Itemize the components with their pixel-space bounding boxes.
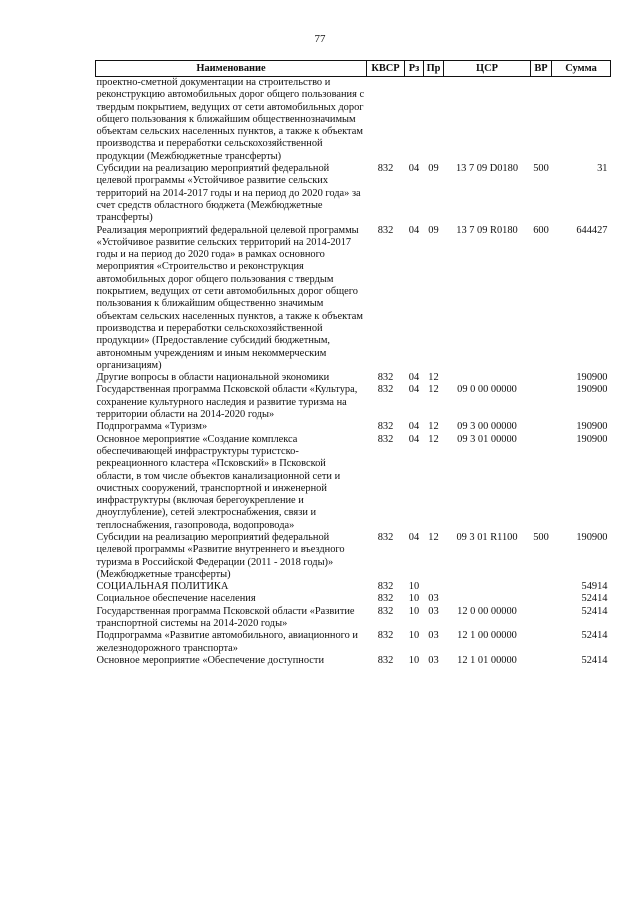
table-body bbox=[96, 77, 611, 668]
table-row bbox=[96, 593, 611, 605]
cell-name: Государственная программа Псковской области «Развитие транспортной системы на 2014-2020 годы» bbox=[96, 605, 355, 630]
cell-csr: 09 0 00 00000 bbox=[457, 384, 517, 396]
cell-rz: 10 bbox=[408, 581, 420, 593]
cell-rz: 10 bbox=[408, 593, 420, 605]
page-number: 77 bbox=[314, 33, 326, 45]
cell-kvsr bbox=[367, 77, 405, 164]
cell-rz: 04 bbox=[408, 372, 420, 384]
cell-name: Основное мероприятие «Создание комплекса обеспечивающей инфраструктуры туристско-рекреационного кластера «Псковский» в Псковской области, в том числе объектов канализационной сети и очистных сооружений, транспортной и инженерной инфраструктуры (включая берегоукрепление и дноуглубление), сетей электроснабжения, связи и теплоснабжения, газопровода, водопровода» bbox=[96, 433, 341, 531]
cell-name: СОЦИАЛЬНАЯ ПОЛИТИКА bbox=[96, 581, 229, 593]
table-row bbox=[96, 655, 611, 667]
cell-vr bbox=[531, 606, 552, 631]
cell-csr: 13 7 09 D0180 bbox=[455, 163, 519, 175]
cell-kvsr: 832 bbox=[377, 630, 394, 642]
table-row bbox=[96, 581, 611, 593]
cell-vr: 500 bbox=[533, 163, 549, 175]
cell-kvsr: 832 bbox=[377, 384, 394, 396]
cell-name: Субсидии на реализацию мероприятий федеральной целевой программы «Развитие внутреннего и въездного туризма в Российской Федерации (2011 - 2018 годы)» (Межбюджетные трансферты) bbox=[96, 531, 345, 580]
cell-vr bbox=[531, 655, 552, 667]
budget-table bbox=[95, 60, 611, 667]
cell-name: проектно-сметной документации на строительство и реконструкцию автомобильных дорог общего пользования с твердым покрытием, ведущих от сети автомобильных дорог общего пользования к ближайшим общественнозначимым объектам сельских населенных пунктов, а также к объектам производства и переработки сельскохозяйственной продукции (Межбюджетные трансферты) bbox=[96, 77, 365, 162]
cell-rz: 04 bbox=[408, 163, 420, 175]
cell-kvsr: 832 bbox=[377, 163, 394, 175]
cell-sum: 190900 bbox=[576, 433, 608, 445]
cell-sum: 54914 bbox=[581, 581, 608, 593]
cell-csr: 13 7 09 R0180 bbox=[456, 224, 518, 236]
header-sum: Сумма bbox=[552, 61, 611, 77]
cell-kvsr: 832 bbox=[377, 433, 394, 445]
cell-pr: 03 bbox=[428, 630, 439, 642]
cell-name: Субсидии на реализацию мероприятий федеральной целевой программы «Устойчивое развитие сельских территорий на 2014-2017 годы и на период до 2020 года» за счет средств областного бюджета (Межбюджетные трансферты) bbox=[96, 163, 361, 224]
cell-kvsr: 832 bbox=[377, 581, 394, 593]
cell-rz: 04 bbox=[408, 224, 420, 236]
cell-sum: 190900 bbox=[576, 384, 608, 396]
cell-csr: 12 1 01 00000 bbox=[457, 654, 517, 666]
cell-rz: 04 bbox=[408, 433, 420, 445]
table-row bbox=[96, 630, 611, 655]
cell-name: Государственная программа Псковской области «Культура, сохранение культурного наследия и развитие туризма на территории области на 2014-2020 годы» bbox=[96, 384, 358, 421]
cell-kvsr: 832 bbox=[377, 654, 394, 666]
cell-kvsr: 832 bbox=[377, 593, 394, 605]
cell-vr bbox=[531, 372, 552, 384]
cell-csr: 12 0 00 00000 bbox=[457, 605, 517, 617]
cell-rz: 04 bbox=[408, 421, 420, 433]
cell-csr bbox=[444, 77, 531, 164]
cell-pr: 03 bbox=[428, 605, 439, 617]
cell-csr bbox=[444, 581, 531, 593]
cell-pr bbox=[424, 581, 444, 593]
header-name: Наименование bbox=[96, 61, 367, 77]
cell-sum: 190900 bbox=[576, 372, 608, 384]
cell-vr bbox=[531, 593, 552, 605]
cell-sum: 190900 bbox=[576, 531, 608, 543]
header-pr: Пр bbox=[424, 61, 444, 77]
cell-csr: 09 3 00 00000 bbox=[457, 421, 517, 433]
header-kvsr: КВСР bbox=[367, 61, 405, 77]
table-row bbox=[96, 421, 611, 433]
table-row bbox=[96, 225, 611, 373]
cell-name: Основное мероприятие «Обеспечение доступности bbox=[96, 654, 325, 666]
header-vr: ВР bbox=[531, 61, 552, 77]
cell-vr bbox=[531, 434, 552, 532]
cell-rz bbox=[405, 77, 424, 164]
cell-rz: 10 bbox=[408, 630, 420, 642]
cell-name: Социальное обеспечение населения bbox=[96, 593, 256, 605]
cell-kvsr: 832 bbox=[377, 372, 394, 384]
cell-pr: 09 bbox=[428, 224, 439, 236]
cell-rz: 04 bbox=[408, 531, 420, 543]
cell-name: Подпрограмма «Развитие автомобильного, авиационного и железнодорожного транспорта» bbox=[96, 630, 358, 654]
cell-sum: 52414 bbox=[581, 605, 608, 617]
cell-csr: 12 1 00 00000 bbox=[457, 630, 517, 642]
cell-vr bbox=[531, 421, 552, 433]
cell-pr: 09 bbox=[428, 163, 439, 175]
cell-pr: 03 bbox=[428, 654, 439, 666]
cell-name: Подпрограмма «Туризм» bbox=[96, 421, 208, 433]
cell-pr: 12 bbox=[428, 433, 439, 445]
cell-csr bbox=[444, 372, 531, 384]
cell-sum: 190900 bbox=[576, 421, 608, 433]
cell-csr: 09 3 01 00000 bbox=[457, 433, 517, 445]
cell-rz: 10 bbox=[408, 654, 420, 666]
cell-kvsr: 832 bbox=[377, 531, 394, 543]
cell-name: Реализация мероприятий федеральной целевой программы «Устойчивое развитие сельских территорий на 2014-2017 годы и на период до 2020 года» в рамках основного мероприятия «Строительство и реконструкция автомобильных дорог общего пользования с твердым покрытием, ведущих от сети автомобильных дорог общего пользования к ближайшим общественно значимым объектам сельских населенных пунктов, а также к объектам производства и переработки сельскохозяйственной продукции» (Предоставление субсидий бюджетным, автономным учреждениям и иным некоммерческим организациям) bbox=[96, 224, 363, 371]
cell-vr bbox=[531, 630, 552, 655]
cell-sum: 52414 bbox=[581, 654, 608, 666]
cell-vr bbox=[531, 384, 552, 421]
cell-rz: 04 bbox=[408, 384, 420, 396]
cell-csr bbox=[444, 593, 531, 605]
cell-sum: 31 bbox=[597, 163, 608, 175]
cell-kvsr: 832 bbox=[377, 605, 394, 617]
cell-kvsr: 832 bbox=[377, 224, 394, 236]
cell-vr: 500 bbox=[533, 531, 549, 543]
cell-pr: 12 bbox=[428, 421, 439, 433]
table-header-row bbox=[96, 61, 611, 77]
cell-csr: 09 3 01 R1100 bbox=[456, 531, 518, 543]
table-row bbox=[96, 606, 611, 631]
cell-sum bbox=[552, 77, 611, 164]
cell-pr: 12 bbox=[428, 372, 439, 384]
header-rz: Рз bbox=[405, 61, 424, 77]
cell-rz: 10 bbox=[408, 605, 420, 617]
cell-pr: 12 bbox=[428, 531, 439, 543]
cell-pr bbox=[424, 77, 444, 164]
header-csr: ЦСР bbox=[444, 61, 531, 77]
table-row bbox=[96, 372, 611, 384]
table-row bbox=[96, 77, 611, 164]
cell-vr: 600 bbox=[533, 224, 549, 236]
table-row bbox=[96, 532, 611, 581]
cell-sum: 52414 bbox=[581, 593, 608, 605]
table-row bbox=[96, 384, 611, 421]
cell-sum: 52414 bbox=[581, 630, 608, 642]
cell-vr bbox=[531, 581, 552, 593]
cell-pr: 03 bbox=[428, 593, 439, 605]
cell-pr: 12 bbox=[428, 384, 439, 396]
cell-vr bbox=[531, 77, 552, 164]
cell-kvsr: 832 bbox=[377, 421, 394, 433]
table-row bbox=[96, 163, 611, 224]
cell-name: Другие вопросы в области национальной экономики bbox=[96, 372, 330, 384]
cell-sum: 644427 bbox=[576, 224, 608, 236]
table-row bbox=[96, 434, 611, 532]
